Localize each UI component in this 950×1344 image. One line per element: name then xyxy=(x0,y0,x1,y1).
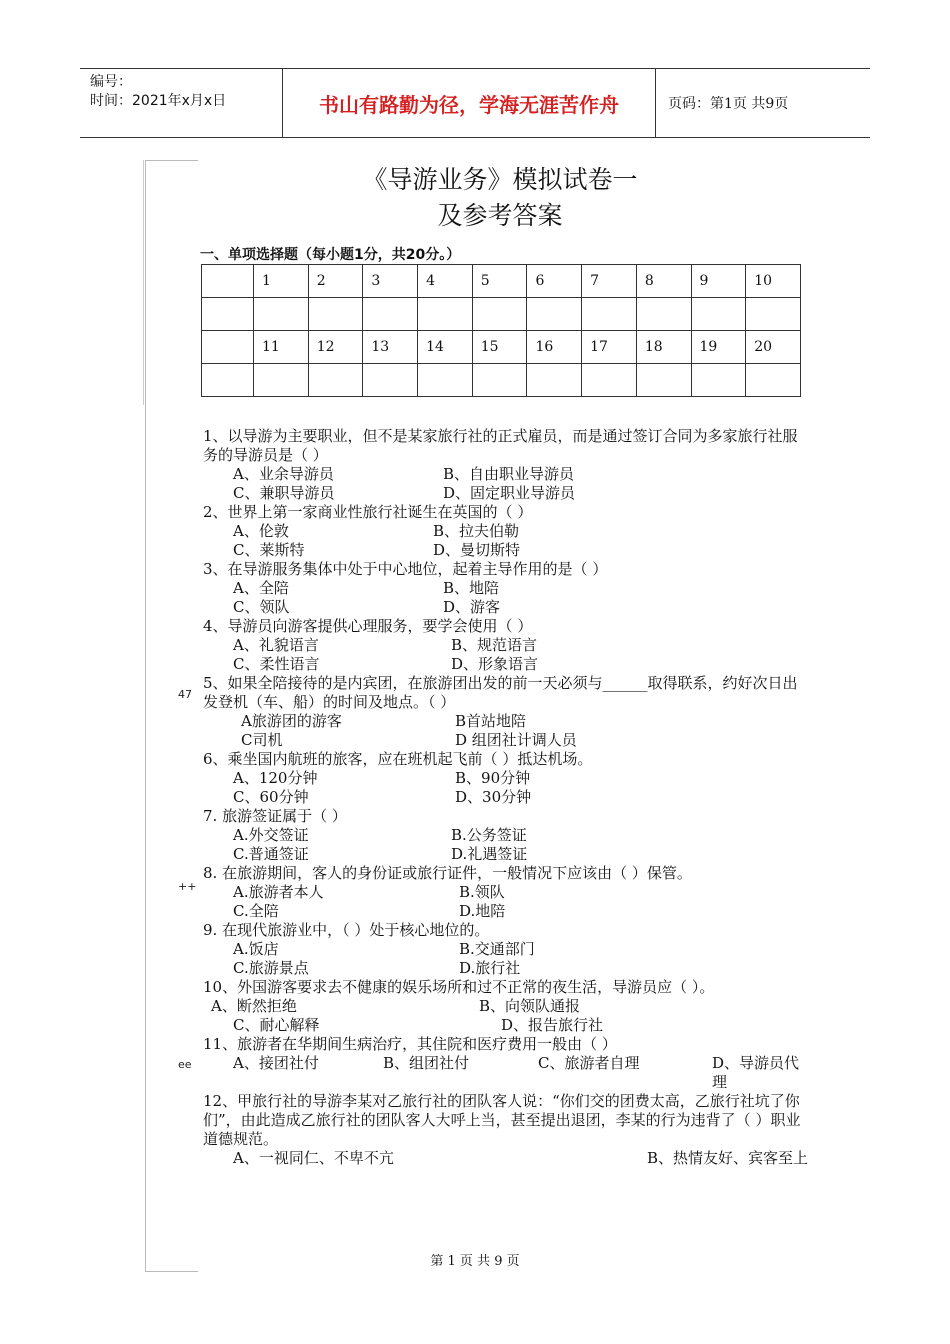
option-row xyxy=(203,484,809,503)
option: B、自由职业导游员 xyxy=(443,465,575,483)
grid-blank-cell xyxy=(202,364,254,397)
option-row xyxy=(203,1016,809,1035)
grid-answer-cell[interactable] xyxy=(472,364,527,397)
page-footer: 第 1 页 共 9 页 xyxy=(430,1254,520,1269)
grid-header-row xyxy=(202,265,801,298)
option: D、报告旅行社 xyxy=(501,1016,604,1034)
option: A.旅游者本人 xyxy=(233,883,324,901)
grid-number: 6 xyxy=(527,265,582,298)
grid-number: 14 xyxy=(418,331,473,364)
grid-answer-cell[interactable] xyxy=(254,298,309,331)
grid-number: 11 xyxy=(254,331,309,364)
question-stem: 1、以导游为主要职业，但不是某家旅行社的正式雇员，而是通过签订合同为多家旅行社服务的导游员是（ ） xyxy=(203,427,798,464)
grid-answer-cell[interactable] xyxy=(636,298,691,331)
grid-answer-cell[interactable] xyxy=(418,364,473,397)
grid-answer-cell[interactable] xyxy=(363,298,418,331)
option: B、90分钟 xyxy=(455,769,531,787)
date-line: 时间：2021年x月x日 xyxy=(90,93,227,109)
option-row xyxy=(203,598,809,617)
option: A、全陪 xyxy=(233,579,289,597)
question-stem: 4、导游员向游客提供心理服务，要学会使用（ ） xyxy=(203,617,533,635)
grid-number: 3 xyxy=(363,265,418,298)
grid-answer-cell[interactable] xyxy=(472,298,527,331)
grid-answer-cell[interactable] xyxy=(363,364,418,397)
option: C.全陪 xyxy=(233,902,279,920)
option: B、组团社付 xyxy=(383,1054,470,1072)
question-stem: 11、旅游者在华期间生病治疗，其住院和医疗费用一般由（ ） xyxy=(203,1035,617,1053)
option-row xyxy=(203,465,809,484)
grid-number: 4 xyxy=(418,265,473,298)
option: C、耐心解释 xyxy=(233,1016,320,1034)
option: B、规范语言 xyxy=(451,636,538,654)
grid-answer-cell[interactable] xyxy=(254,364,309,397)
option: D、导游员代理 xyxy=(712,1054,800,1091)
grid-number: 18 xyxy=(636,331,691,364)
binding-margin xyxy=(145,160,198,1272)
option-row xyxy=(203,788,809,807)
page-subtitle: 及参考答案 xyxy=(437,201,563,230)
grid-answer-row xyxy=(202,298,801,331)
option: D、30分钟 xyxy=(455,788,532,806)
option: C、柔性语言 xyxy=(233,655,320,673)
grid-answer-cell[interactable] xyxy=(746,298,801,331)
grid-number: 16 xyxy=(527,331,582,364)
question-stem: 10、外国游客要求去不健康的娱乐场所和过不正常的夜生活，导游员应（ ）。 xyxy=(203,978,715,996)
option-row xyxy=(203,959,809,978)
option: D、游客 xyxy=(443,598,501,616)
question-list xyxy=(203,427,809,1168)
option: D、固定职业导游员 xyxy=(443,484,576,502)
option: B、热情友好、宾客至上 xyxy=(647,1149,809,1167)
option-row xyxy=(203,845,809,864)
option: B.公务签证 xyxy=(451,826,527,844)
header-motto: 书山有路勤为径，学海无涯苦作舟 xyxy=(282,69,656,137)
option-row xyxy=(203,940,809,959)
option: D、形象语言 xyxy=(451,655,539,673)
option-row xyxy=(203,883,809,902)
question-stem: 3、在导游服务集体中处于中心地位，起着主导作用的是（ ） xyxy=(203,560,608,578)
grid-number: 15 xyxy=(472,331,527,364)
grid-number: 19 xyxy=(691,331,746,364)
margin-mark-2: ++ xyxy=(178,880,197,893)
question-stem: 7. 旅游签证属于（ ） xyxy=(203,807,347,825)
header-page-info: 页码：第1页 共9页 xyxy=(668,96,789,112)
option-row xyxy=(203,636,809,655)
grid-answer-cell[interactable] xyxy=(746,364,801,397)
option: A、伦敦 xyxy=(233,522,289,540)
grid-answer-cell[interactable] xyxy=(308,298,363,331)
option-row xyxy=(203,712,809,731)
option-row xyxy=(203,769,809,788)
grid-answer-cell[interactable] xyxy=(691,364,746,397)
grid-answer-cell[interactable] xyxy=(636,364,691,397)
option: B首站地陪 xyxy=(455,712,527,730)
option: A、断然拒绝 xyxy=(211,997,297,1015)
question-stem: 8. 在旅游期间，客人的身份证或旅行证件，一般情况下应该由（ ）保管。 xyxy=(203,864,692,882)
question-stem: 2、世界上第一家商业性旅行社诞生在英国的（ ） xyxy=(203,503,533,521)
grid-blank-cell xyxy=(202,298,254,331)
answer-grid xyxy=(201,264,801,397)
option: A、礼貌语言 xyxy=(233,636,319,654)
option-row xyxy=(203,997,809,1016)
grid-answer-row xyxy=(202,364,801,397)
option: C.旅游景点 xyxy=(233,959,309,977)
grid-answer-cell[interactable] xyxy=(582,364,637,397)
option: A、一视同仁、不卑不亢 xyxy=(233,1149,394,1167)
question-stem: 9. 在现代旅游业中，（ ）处于核心地位的。 xyxy=(203,921,490,939)
option-row xyxy=(203,1149,809,1168)
option: A、业余导游员 xyxy=(233,465,334,483)
grid-number: 7 xyxy=(582,265,637,298)
grid-number: 5 xyxy=(472,265,527,298)
option: A、接团社付 xyxy=(233,1054,319,1072)
option-row xyxy=(203,541,809,560)
option: B、向领队通报 xyxy=(479,997,581,1015)
option: C、兼职导游员 xyxy=(233,484,335,502)
option-row xyxy=(203,902,809,921)
grid-number: 8 xyxy=(636,265,691,298)
option: C、领队 xyxy=(233,598,290,616)
option-row xyxy=(203,826,809,845)
grid-number: 17 xyxy=(582,331,637,364)
grid-blank-cell xyxy=(202,331,254,364)
question-stem: 12、甲旅行社的导游李某对乙旅行社的团队客人说：“你们交的团费太高，乙旅行社坑了你们”，由此造成乙旅行社的团队客人大呼上当，甚至提出退团，李某的行为违背了（ ）职业道德规范。 xyxy=(203,1092,801,1148)
margin-mark-3: ee xyxy=(178,1058,192,1071)
option: C.普通签证 xyxy=(233,845,309,863)
option: D.地陪 xyxy=(459,902,506,920)
option-row xyxy=(203,1054,809,1092)
option: C、60分钟 xyxy=(233,788,309,806)
option: B.领队 xyxy=(459,883,505,901)
grid-answer-cell[interactable] xyxy=(582,298,637,331)
grid-header-row xyxy=(202,331,801,364)
grid-answer-cell[interactable] xyxy=(308,364,363,397)
option-row xyxy=(203,731,809,750)
grid-number: 12 xyxy=(308,331,363,364)
page-title: 《导游业务》模拟试卷一 xyxy=(362,165,638,194)
grid-number: 10 xyxy=(746,265,801,298)
option-row xyxy=(203,522,809,541)
number-label: 编号： xyxy=(90,74,132,90)
option: C、旅游者自理 xyxy=(538,1054,640,1072)
option: D、曼切斯特 xyxy=(433,541,521,559)
option: D.旅行社 xyxy=(459,959,521,977)
grid-answer-cell[interactable] xyxy=(527,298,582,331)
header-meta xyxy=(80,69,282,137)
option: C司机 xyxy=(241,731,283,749)
option: B.交通部门 xyxy=(459,940,535,958)
option: B、地陪 xyxy=(443,579,500,597)
document-header xyxy=(80,68,870,138)
grid-blank-cell xyxy=(202,265,254,298)
question-stem: 6、乘坐国内航班的旅客，应在班机起飞前（ ）抵达机场。 xyxy=(203,750,593,768)
option: A旅游团的游客 xyxy=(241,712,342,730)
option: C、莱斯特 xyxy=(233,541,305,559)
option: A.外交签证 xyxy=(233,826,309,844)
option: D 组团社计调人员 xyxy=(455,731,577,749)
option: A、120分钟 xyxy=(233,769,318,787)
option-row xyxy=(203,579,809,598)
section-heading: 一、单项选择题（每小题1分，共20分。） xyxy=(200,247,461,263)
option: A.饭店 xyxy=(233,940,279,958)
grid-number: 2 xyxy=(308,265,363,298)
option: B、拉夫伯勒 xyxy=(433,522,520,540)
grid-answer-cell[interactable] xyxy=(527,364,582,397)
grid-number: 20 xyxy=(746,331,801,364)
grid-number: 1 xyxy=(254,265,309,298)
grid-answer-cell[interactable] xyxy=(691,298,746,331)
option-row xyxy=(203,655,809,674)
margin-mark-1: 47 xyxy=(178,688,192,701)
option: D.礼遇签证 xyxy=(451,845,528,863)
grid-number: 9 xyxy=(691,265,746,298)
grid-answer-cell[interactable] xyxy=(418,298,473,331)
question-stem: 5、如果全陪接待的是内宾团，在旅游团出发的前一天必须与______取得联系，约好次日出发登机（车、船）的时间及地点。（ ） xyxy=(203,674,798,711)
grid-number: 13 xyxy=(363,331,418,364)
binding-line xyxy=(143,160,144,405)
